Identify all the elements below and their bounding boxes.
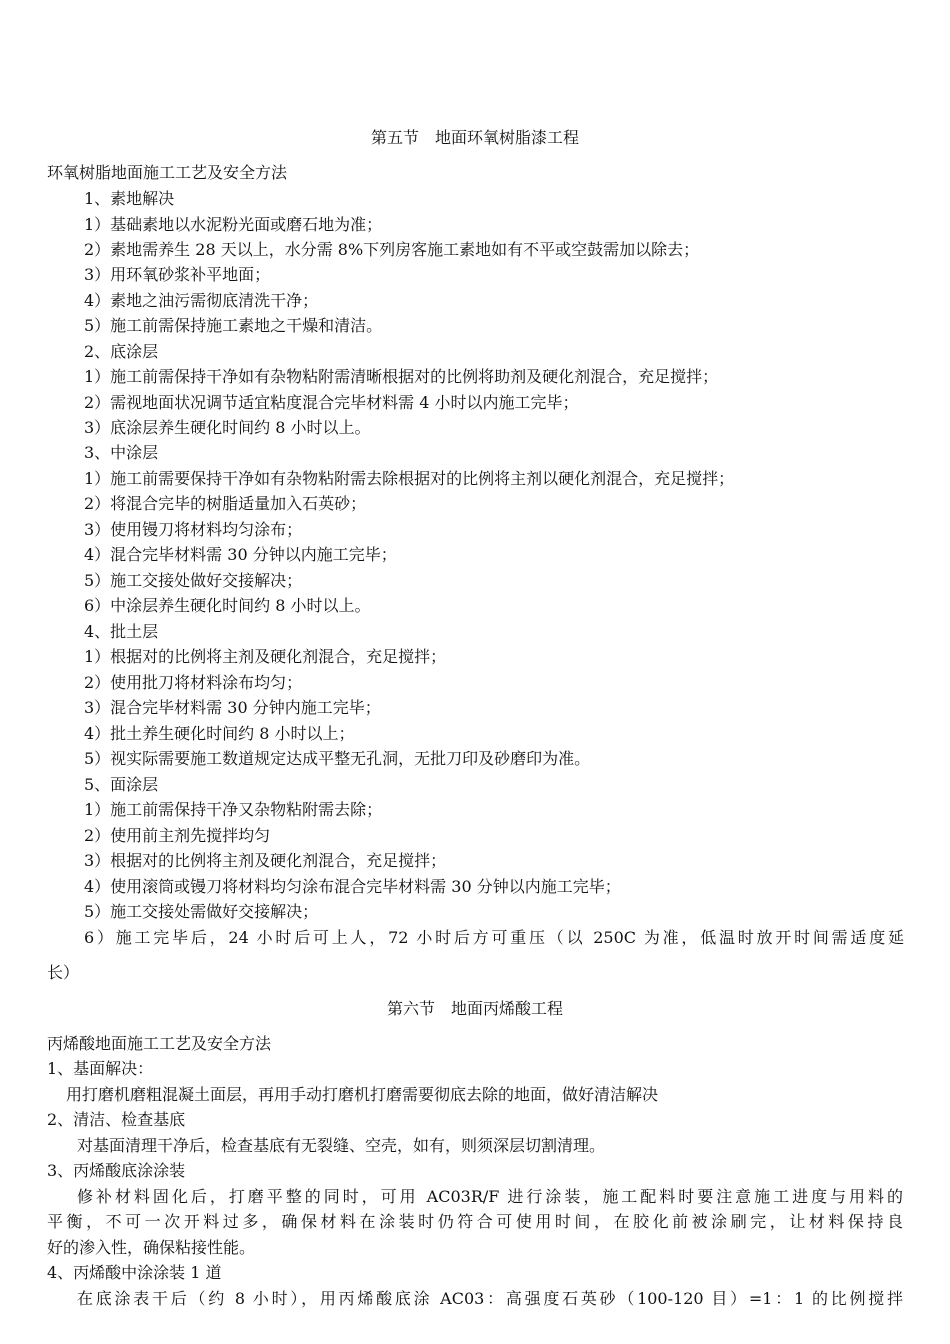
s5-1-item-3: 3）用环氧砂浆补平地面； <box>84 265 271 284</box>
s5-3-item-4: 4）混合完毕材料需 30 分钟以内施工完毕； <box>84 545 397 564</box>
section-5-intro: 环氧树脂地面施工工艺及安全方法 <box>47 163 288 182</box>
s5-4-item-1: 1）根据对的比例将主剂及硬化剂混合，充足搅拌； <box>84 647 447 666</box>
s5-3-item-3: 3）使用镘刀将材料均匀涂布； <box>84 520 303 539</box>
s6-heading-2: 2、清洁、检查基底 <box>47 1110 186 1129</box>
s5-3-item-6: 6）中涂层养生硬化时间约 8 小时以上。 <box>84 596 371 615</box>
s5-5-item-6-continued: 长） <box>47 963 80 982</box>
s5-5-item-2: 2）使用前主剂先搅拌均匀 <box>84 826 271 845</box>
s5-1-item-2: 2）素地需养生 28 天以上，水分需 8%下列房客施工素地如有不平或空鼓需加以除去； <box>84 240 700 259</box>
s5-4-item-5: 5）视实际需要施工数道规定达成平整无孔洞，无批刀印及砂磨印为准。 <box>84 749 591 768</box>
section-6-intro: 丙烯酸地面施工工艺及安全方法 <box>47 1034 272 1053</box>
s6-4-body: 在底涂表干后（约 8 小时），用丙烯酸底涂 AC03：高强度石英砂（100-120 目）=1：1 的比例搅拌 <box>77 1289 903 1308</box>
s5-3-item-5: 5）施工交接处做好交接解决； <box>84 571 303 590</box>
s5-5-item-3: 3）根据对的比例将主剂及硬化剂混合，充足搅拌； <box>84 851 447 870</box>
s5-heading-4: 4、批土层 <box>84 622 159 641</box>
s5-5-item-1: 1）施工前需保持干净又杂物粘附需去除； <box>84 800 383 819</box>
s6-heading-4: 4、丙烯酸中涂涂装 1 道 <box>47 1263 222 1282</box>
s6-1-body: 用打磨机磨粗混凝土面层，再用手动打磨机打磨需要彻底去除的地面，做好清洁解决 <box>66 1085 659 1104</box>
s5-2-item-1: 1）施工前需保持干净如有杂物粘附需清晰根据对的比例将助剂及硬化剂混合，充足搅拌； <box>84 367 719 386</box>
s5-1-item-5: 5）施工前需保持施工素地之干燥和清洁。 <box>84 316 383 335</box>
s5-heading-1: 1、素地解决 <box>84 189 175 208</box>
s5-4-item-2: 2）使用批刀将材料涂布均匀； <box>84 673 303 692</box>
s5-heading-5: 5、面涂层 <box>84 775 159 794</box>
s5-1-item-4: 4）素地之油污需彻底清洗干净； <box>84 291 319 310</box>
s5-4-item-4: 4）批土养生硬化时间约 8 小时以上； <box>84 724 355 743</box>
s6-heading-1: 1、基面解决： <box>47 1059 154 1078</box>
s5-3-item-1: 1）施工前需要保持干净如有杂物粘附需去除根据对的比例将主剂以硬化剂混合，充足搅拌； <box>84 469 735 488</box>
s6-heading-3: 3、丙烯酸底涂涂装 <box>47 1161 186 1180</box>
s6-2-body: 对基面清理干净后，检查基底有无裂缝、空壳，如有，则须深层切割清理。 <box>77 1136 606 1155</box>
section-6-title: 第六节 地面丙烯酸工程 <box>386 999 563 1018</box>
s5-1-item-1: 1）基础素地以水泥粉光面或磨石地为准； <box>84 215 383 234</box>
s5-5-item-5: 5）施工交接处需做好交接解决； <box>84 902 319 921</box>
s5-2-item-2: 2）需视地面状况调节适宜粘度混合完毕材料需 4 小时以内施工完毕； <box>84 393 579 412</box>
s6-3-body-line-3: 好的渗入性，确保粘接性能。 <box>47 1238 256 1257</box>
s6-3-body-line-1: 修补材料固化后，打磨平整的同时，可用 AC03R/F 进行涂装，施工配料时要注意施工进度与用料的 <box>77 1187 903 1206</box>
s5-2-item-3: 3）底涂层养生硬化时间约 8 小时以上。 <box>84 418 371 437</box>
s5-3-item-2: 2）将混合完毕的树脂适量加入石英砂； <box>84 494 367 513</box>
s6-3-body-line-2: 平衡，不可一次开料过多，确保材料在涂装时仍符合可使用时间，在胶化前被涂刷完，让材料保持良 <box>47 1212 903 1231</box>
s5-4-item-3: 3）混合完毕材料需 30 分钟内施工完毕； <box>84 698 381 717</box>
s5-heading-2: 2、底涂层 <box>84 342 159 361</box>
s5-5-item-6: 6）施工完毕后，24 小时后可上人，72 小时后方可重压（以 250C 为准，低温时放开时间需适度延 <box>84 928 904 947</box>
s5-5-item-4: 4）使用滚筒或镘刀将材料均匀涂布混合完毕材料需 30 分钟以内施工完毕； <box>84 877 621 896</box>
s5-heading-3: 3、中涂层 <box>84 443 159 462</box>
section-5-title: 第五节 地面环氧树脂漆工程 <box>370 128 579 147</box>
